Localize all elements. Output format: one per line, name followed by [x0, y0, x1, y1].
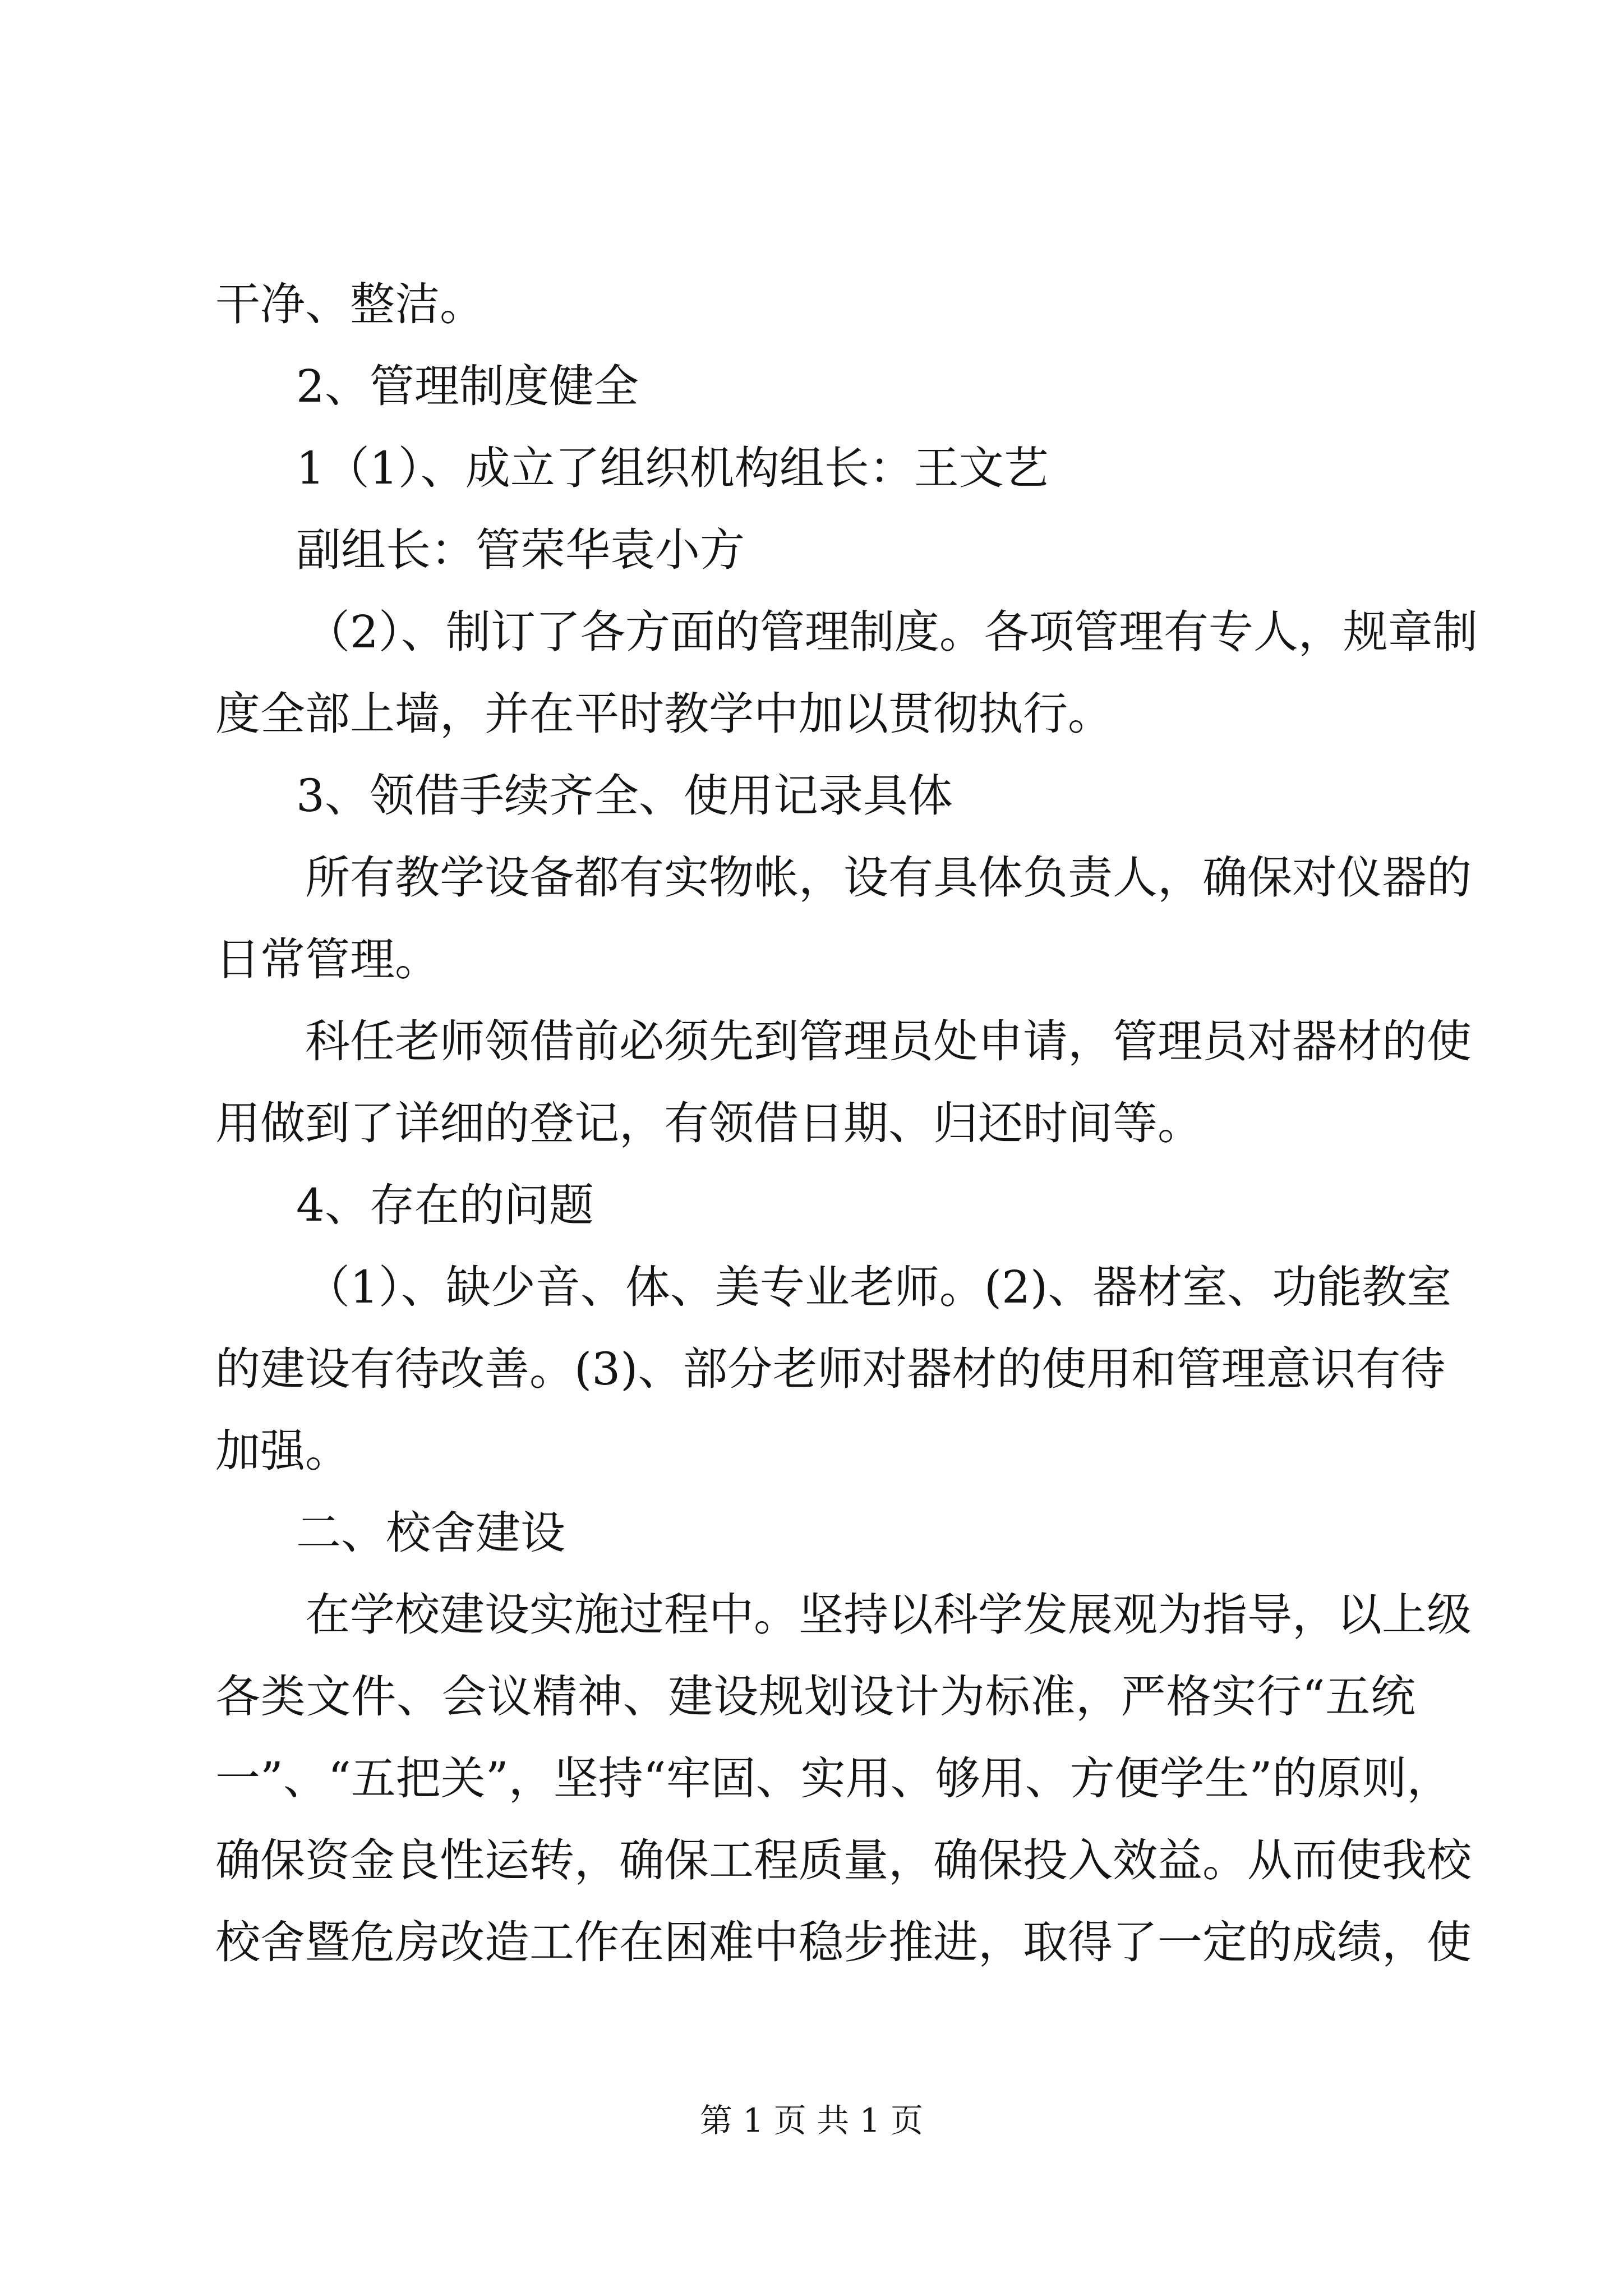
paragraph-line: 用做到了详细的登记，有领借日期、归还时间等。	[215, 1097, 1202, 1149]
paragraph-line: 日常管理。	[215, 933, 440, 986]
paragraph-line: 副组长：管荣华袁小方	[296, 524, 745, 576]
paragraph-line: 科任老师领借前必须先到管理员处申请，管理员对器材的使	[305, 1015, 1472, 1068]
section-heading: 2、管理制度健全	[296, 360, 639, 412]
section-heading: 二、校舍建设	[296, 1507, 565, 1559]
section-heading: 3、领借手续齐全、使用记录具体	[296, 770, 953, 822]
paragraph-line: 所有教学设备都有实物帐，设有具体负责人，确保对仪器的	[305, 852, 1472, 904]
paragraph-line: 一”、“五把关”，坚持“牢固、实用、够用、方便学生”的原则，	[215, 1752, 1452, 1805]
paragraph-line: 各类文件、会议精神、建设规划设计为标准，严格实行“五统	[215, 1671, 1415, 1723]
paragraph-line: 校舍暨危房改造工作在困难中稳步推进，取得了一定的成绩，使	[215, 1916, 1472, 1968]
paragraph-line: （1）、缺少音、体、美专业老师。(2)、器材室、功能教室	[305, 1261, 1452, 1313]
paragraph-line: 确保资金良性运转，确保工程质量，确保投入效益。从而使我校	[215, 1834, 1472, 1887]
paragraph-line: 加强。	[215, 1425, 350, 1477]
paragraph-line: 在学校建设实施过程中。坚持以科学发展观为指导，以上级	[305, 1589, 1472, 1641]
page-footer: 第 1 页 共 1 页	[700, 2101, 923, 2139]
paragraph-line: （2）、制订了各方面的管理制度。各项管理有专人，规章制	[305, 606, 1478, 658]
paragraph-line: 度全部上墙，并在平时教学中加以贯彻执行。	[215, 688, 1113, 740]
section-heading: 4、存在的问题	[296, 1179, 594, 1231]
paragraph-line: 的建设有待改善。(3)、部分老师对器材的使用和管理意识有待	[215, 1343, 1446, 1395]
paragraph-line: 1（1）、成立了组织机构组长：王文艺	[296, 442, 1049, 494]
paragraph-line: 干净、整洁。	[215, 278, 485, 330]
